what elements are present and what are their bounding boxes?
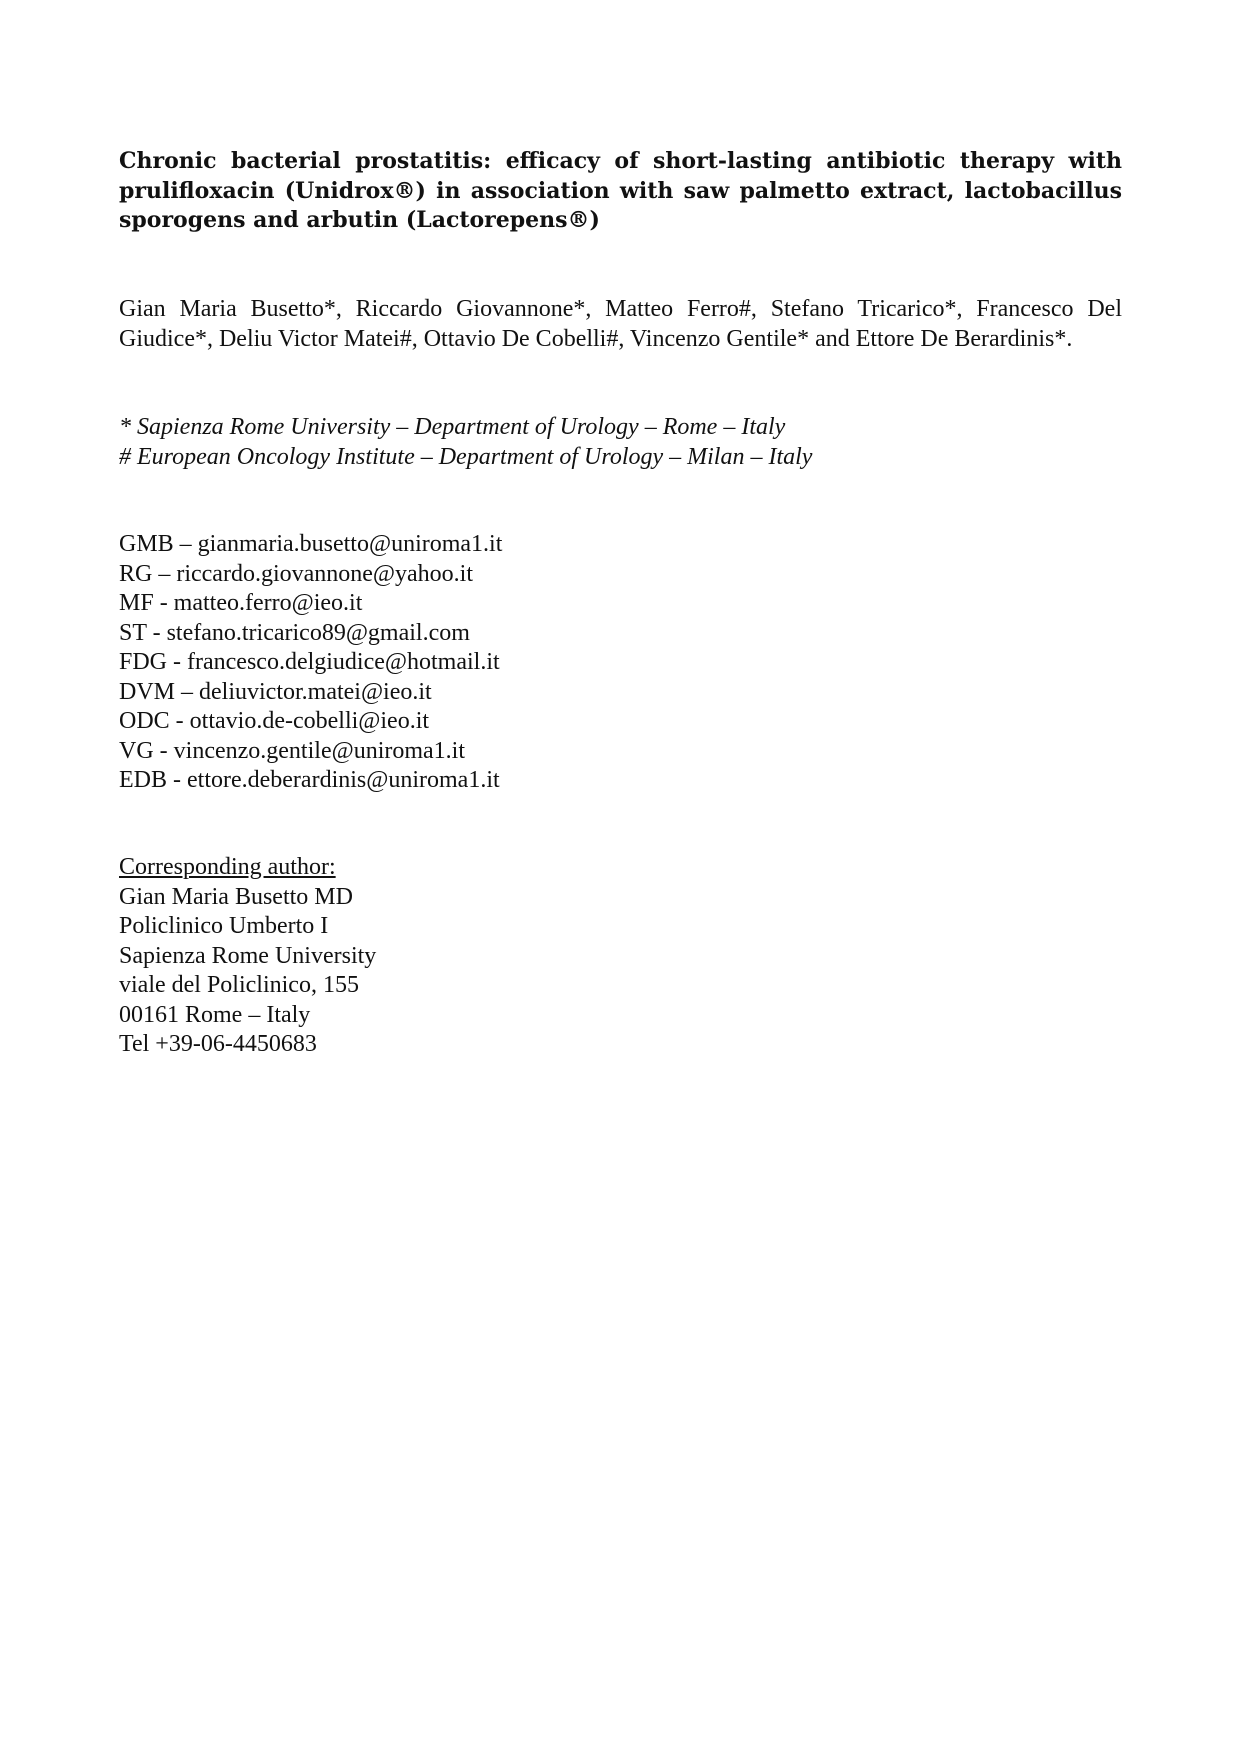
email-line: MF - matteo.ferro@ieo.it bbox=[119, 590, 363, 616]
email-line: VG - vincenzo.gentile@uniroma1.it bbox=[119, 737, 466, 764]
corresponding-line: viale del Policlinico, 155 bbox=[119, 972, 359, 998]
paper-title: Chronic bacterial prostatitis: efficacy of short-lasting antibiotic therapy with prulifloxacin (Unidrox®) in association with saw palmetto extract, lactobacillus sporogens and arbutin (Lactorepens®) bbox=[119, 148, 1122, 233]
email-line: GMB – gianmaria.busetto@uniroma1.it bbox=[119, 531, 503, 557]
corresponding-author-block bbox=[119, 853, 919, 1060]
affiliation-line: * Sapienza Rome University – Department of Urology – Rome – Italy bbox=[119, 414, 786, 440]
corresponding-line: 00161 Rome – Italy bbox=[119, 1001, 311, 1028]
email-line: RG – riccardo.giovannone@yahoo.it bbox=[119, 560, 474, 587]
email-line: FDG - francesco.delgiudice@hotmail.it bbox=[119, 649, 500, 675]
affiliation-line: # European Oncology Institute – Department of Urology – Milan – Italy bbox=[119, 443, 813, 470]
email-line: ST - stefano.tricarico89@gmail.com bbox=[119, 619, 470, 646]
author-email-list bbox=[119, 530, 919, 796]
corresponding-line: Policlinico Umberto I bbox=[119, 913, 329, 939]
email-line: EDB - ettore.deberardinis@uniroma1.it bbox=[119, 767, 500, 793]
email-line: ODC - ottavio.de-cobelli@ieo.it bbox=[119, 708, 430, 734]
corresponding-line: Tel +39-06-4450683 bbox=[119, 1031, 317, 1057]
email-line: DVM – deliuvictor.matei@ieo.it bbox=[119, 678, 432, 705]
affiliations bbox=[119, 413, 1122, 472]
corresponding-line: Gian Maria Busetto MD bbox=[119, 883, 353, 910]
corresponding-line: Sapienza Rome University bbox=[119, 942, 377, 969]
corresponding-author-heading: Corresponding author: bbox=[119, 854, 336, 880]
author-list: Gian Maria Busetto*, Riccardo Giovannone*, Matteo Ferro#, Stefano Tricarico*, Francesco Del Giudice*, Deliu Victor Matei#, Ottavio De Cobelli#, Vincenzo Gentile* and Ettore De Berardinis*. bbox=[119, 296, 1122, 352]
